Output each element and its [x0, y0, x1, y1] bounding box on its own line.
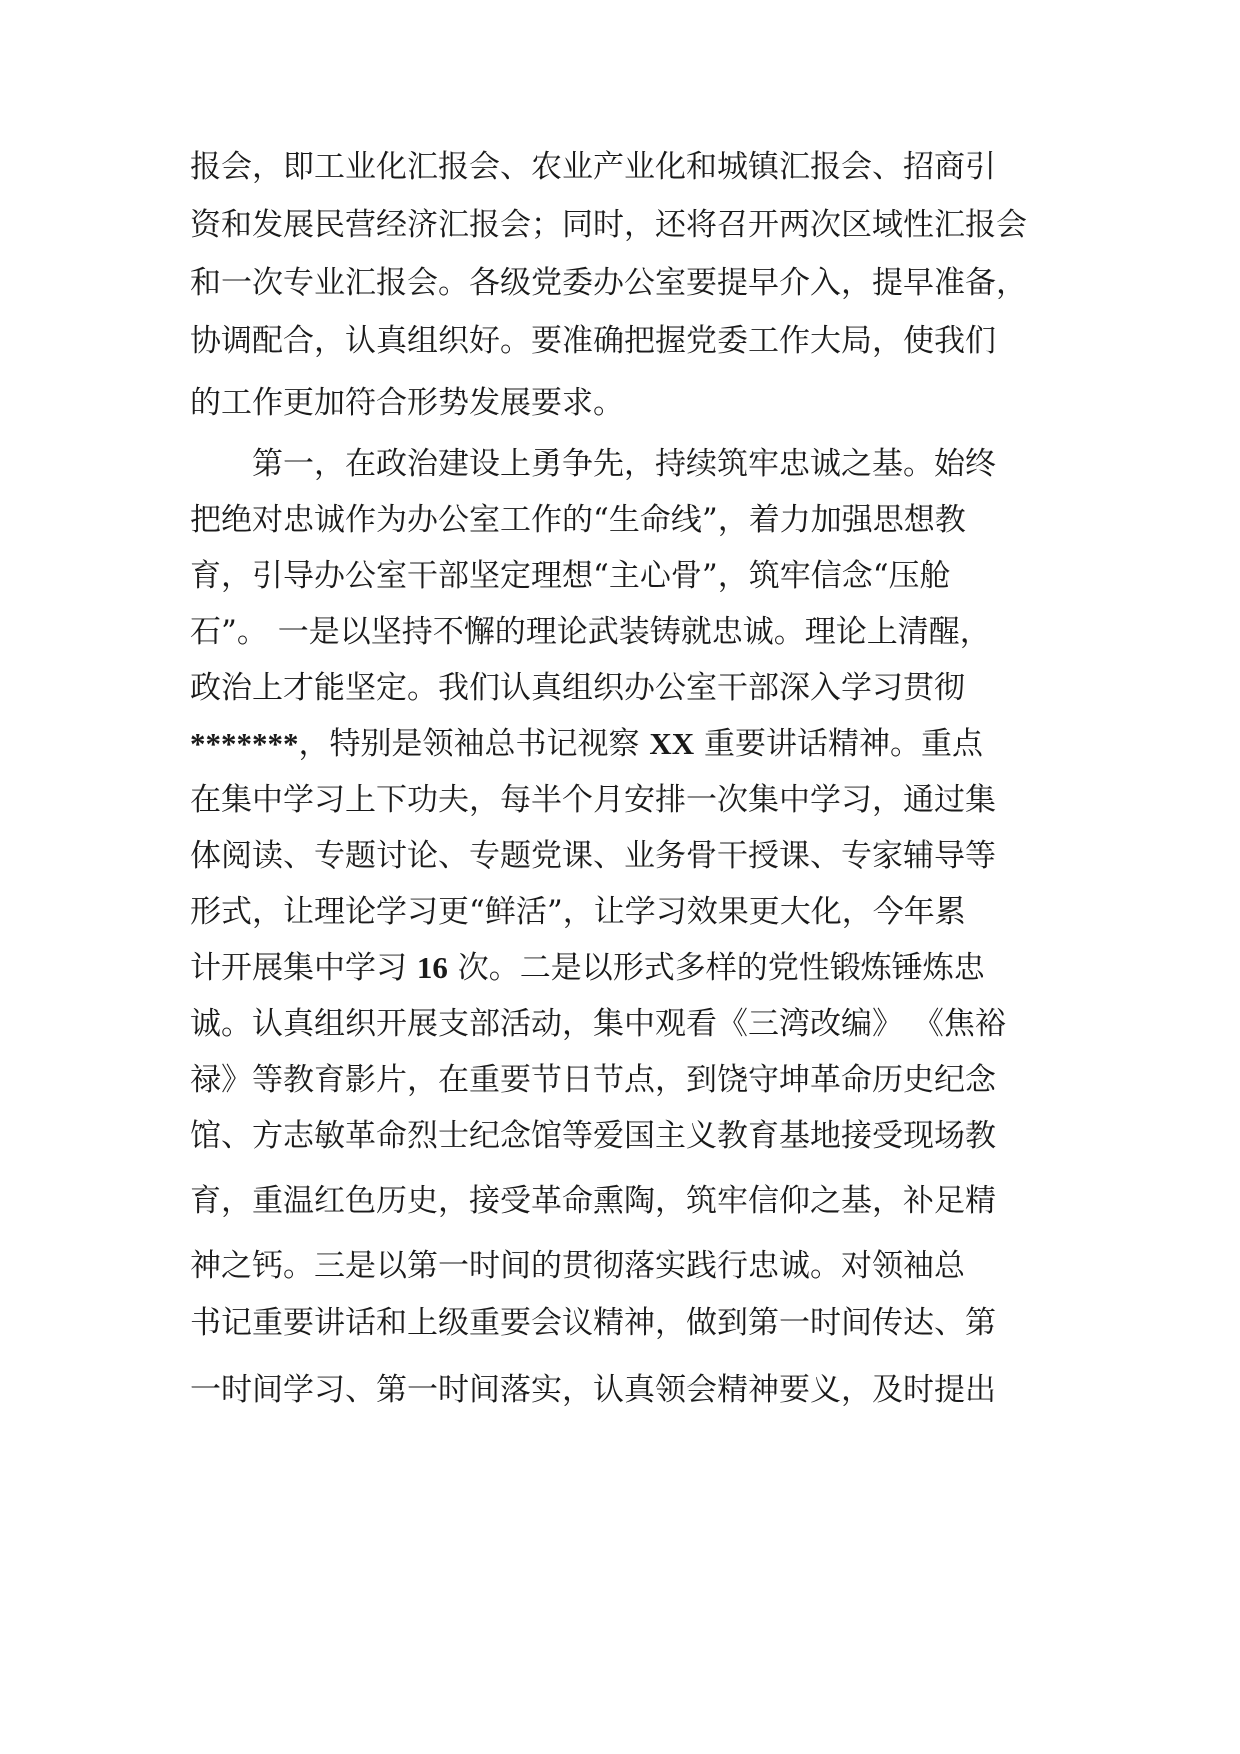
text-line: 和一次专业汇报会。各级党委办公室要提早介入，提早准备， [190, 265, 1027, 301]
text-line-mixed [190, 948, 1050, 988]
redacted-text: ******* [190, 726, 299, 761]
text-line: 的工作更加符合形势发展要求。 [190, 385, 624, 421]
bold-number: 16 [416, 950, 448, 985]
text-line: 诚。认真组织开展支部活动，集中观看《三湾改编》 《焦裕 [190, 1006, 1006, 1042]
text-line: 育，重温红色历史，接受革命熏陶，筑牢信仰之基，补足精 [190, 1183, 996, 1219]
text-line: 报会，即工业化汇报会、农业产业化和城镇汇报会、招商引 [190, 149, 996, 185]
text-line: 育，引导办公室干部坚定理想“主心骨”，筑牢信念“压舱 [190, 558, 951, 594]
text-line: 体阅读、专题讨论、专题党课、业务骨干授课、专家辅导等 [190, 838, 996, 874]
paragraph-first-line: 第一，在政治建设上勇争先，持续筑牢忠诚之基。始终 [252, 446, 996, 482]
text-line: 石”。 一是以坚持不懈的理论武装铸就忠诚。理论上清醒， [190, 614, 991, 650]
text-line: 馆、方志敏革命烈士纪念馆等爱国主义教育基地接受现场教 [190, 1118, 996, 1154]
text-line: 一时间学习、第一时间落实，认真领会精神要义，及时提出 [190, 1372, 996, 1408]
text-line: 资和发展民营经济汇报会；同时，还将召开两次区域性汇报会 [190, 207, 1027, 243]
text-line: 神之钙。三是以第一时间的贯彻落实践行忠诚。对领袖总 [190, 1248, 965, 1284]
text-line: 形式，让理论学习更“鲜活”，让学习效果更大化，今年累 [190, 894, 966, 930]
text-line: 在集中学习上下功夫，每半个月安排一次集中学习，通过集 [190, 782, 996, 818]
bold-text: XX [649, 726, 695, 761]
text-line: 禄》等教育影片，在重要节日节点，到饶守坤革命历史纪念 [190, 1062, 996, 1098]
text-segment: ，特别是领袖总书记视察 [298, 726, 650, 762]
text-line-mixed [190, 724, 1050, 764]
text-line: 把绝对忠诚作为办公室工作的“生命线”，着力加强思想教 [190, 502, 966, 538]
text-line: 书记重要讲话和上级重要会议精神，做到第一时间传达、第 [190, 1305, 996, 1341]
text-segment: 重要讲话精神。重点 [694, 726, 983, 762]
text-segment: 计开展集中学习 [190, 950, 417, 986]
text-line: 政治上才能坚定。我们认真组织办公室干部深入学习贯彻 [190, 670, 965, 706]
text-line: 协调配合，认真组织好。要准确把握党委工作大局，使我们 [190, 323, 996, 359]
text-segment: 次。二是以形式多样的党性锻炼锤炼忠 [447, 950, 985, 986]
